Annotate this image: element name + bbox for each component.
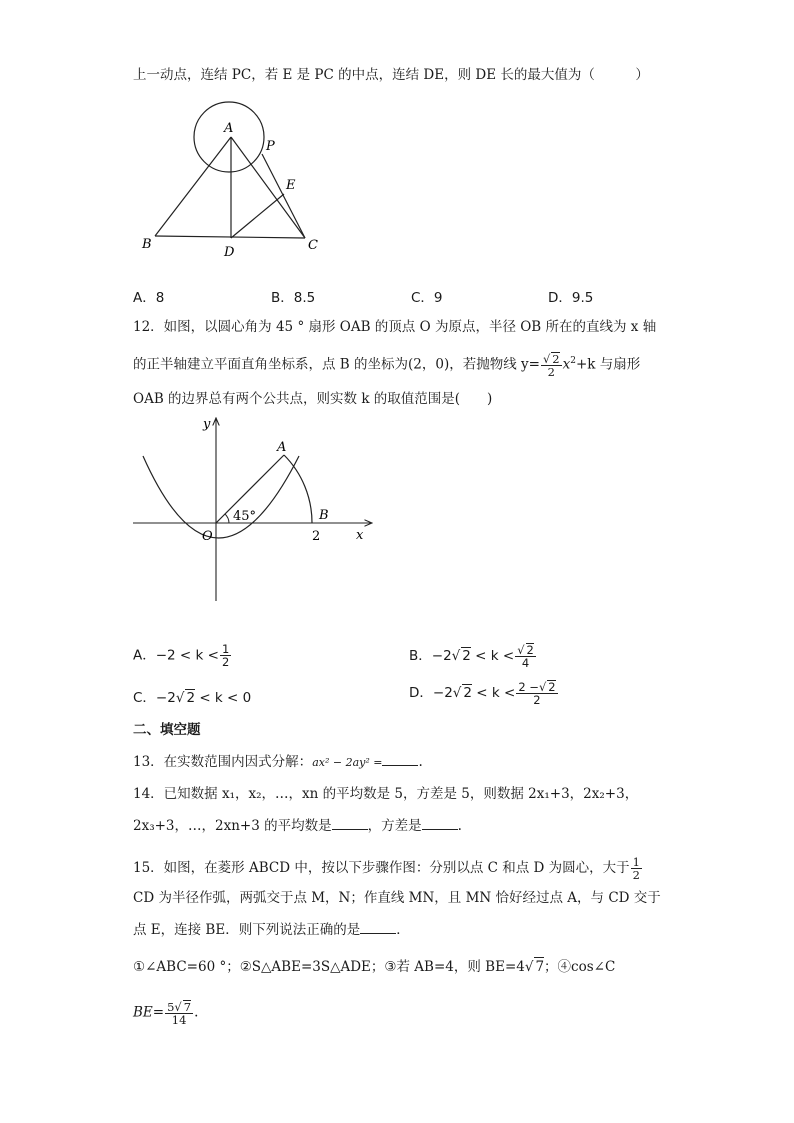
label-angle: 45° [233,509,257,524]
q12-line1: 12．如图，以圆心角为 45 ° 扇形 OAB 的顶点 O 为原点，半径 OB 所在的直线为 x 轴 [133,319,657,335]
q15-text: 15．如图，在菱形 ABCD 中，按以下步骤作图：分别以点 C 和点 D 为圆心，大于 [133,860,630,876]
section-title: 二、填空题 [133,722,201,738]
q15-line1 [133,856,643,881]
q14-text-mid: ，方差是 [367,818,422,834]
answer-blank-variance [422,817,458,830]
fraction-num-pre: 5 [167,1000,175,1014]
label-P: P [266,139,275,154]
label-x: x [356,528,364,543]
q14-end: . [457,818,462,834]
option-suffix: < k < 0 [195,690,252,706]
option-mid: < k < [472,685,516,701]
label-A: A [224,121,234,136]
q12-line3: OAB 的边界总有两个公共点，则实数 k 的取值范围是( ) [133,391,493,407]
sqrt-sign: √ [174,1000,182,1014]
q12-fraction [541,352,562,378]
q15-line3 [133,921,410,939]
q12-line2 [133,352,640,378]
q14-line2 [133,817,462,835]
sqrt-value: 2 [548,680,556,694]
option-text: D．−2 [409,685,453,701]
statements-text: ①∠ABC=60 °；②S△ABE=3S△ADE；③若 AB=4，则 BE=4 [133,959,525,975]
fraction-num-pre: 2 − [518,680,539,694]
q15-line5 [133,1000,198,1026]
fraction-den: 4 [521,656,530,670]
q13 [133,753,423,772]
label-B: B [142,237,152,252]
option-text: A．−2 < k < [133,647,219,664]
q12-figure [130,412,375,604]
q15-text: 点 E，连接 BE．则下列说法正确的是 [133,922,361,938]
sqrt-value: 2 [462,648,471,664]
q13-text: 13．在实数范围内因式分解： [133,754,313,770]
label-A: A [277,440,287,455]
sqrt-sign: √ [452,685,462,701]
fraction-num: 1 [632,855,640,869]
sqrt-sign: √ [538,680,547,694]
fraction-num: 1 [221,642,230,656]
q15-end: ． [396,922,410,938]
angle-arc [225,514,229,523]
q11-figure [135,100,335,265]
sqrt-value: 2 [463,685,472,701]
q12-line2-end: +k 与扇形 [575,356,641,373]
label-D: D [224,245,235,260]
fraction-den: 2 [547,365,555,379]
answer-blank [382,753,418,766]
label-y: y [203,417,211,432]
sqrt-value: 7 [183,1000,192,1014]
q15-line2: CD 为半径作弧，两弧交于点 M，N；作直线 MN，且 MN 恰好经过点 A，与 CD 交于 [133,890,661,906]
be-label: BE= [133,1004,165,1021]
q14-line1: 14．已知数据 x₁，x₂，…，xn 的平均数是 5，方差是 5，则数据 2x₁+3，2x₂+3， [133,786,639,802]
sqrt-sign: √ [175,690,185,706]
q12-line2-text: 的正半轴建立平面直角坐标系，点 B 的坐标为(2，0)，若抛物线 y= [133,356,540,373]
option-text: C．−2 [133,690,176,706]
sqrt-value: 2 [526,643,534,657]
exponent: 2 [570,356,576,366]
option-mid: < k < [470,648,515,664]
q11-option-b: B．8.5 [271,290,316,306]
q11-stem: 上一动点，连结 PC，若 E 是 PC 的中点，连结 DE，则 DE 长的最大值为（ ） [133,67,649,83]
label-E: E [286,178,296,193]
answer-blank [360,921,396,934]
fraction-den: 2 [221,655,230,669]
q11-option-a: A．8 [133,290,165,306]
q12-option-b [409,643,537,669]
parabola [143,456,299,538]
q11-option-d: D．9.5 [548,290,594,306]
q13-end: . [418,754,423,770]
statements-end: ；④cos∠C [544,959,616,975]
q12-option-d [409,680,559,706]
var-x: x [562,356,571,373]
q15-statements [133,957,615,976]
label-B: B [319,508,329,523]
segment-BC [155,236,305,238]
line-end: . [194,1004,199,1021]
segment-AB [155,137,231,236]
circle-A [194,102,264,172]
sqrt-value: 2 [552,352,560,366]
q11-option-c: C．9 [411,290,443,306]
label-C: C [308,238,318,253]
sqrt-value: 7 [535,959,545,975]
segment-PC [262,154,305,238]
fraction-den: 2 [632,868,640,882]
q12-option-c [133,686,251,706]
segment-DE [231,194,284,238]
arc-AB [284,455,312,523]
label-O: O [202,529,213,544]
fraction-den: 14 [171,1013,187,1027]
fraction-den: 2 [533,693,541,707]
sqrt-sign: √ [517,643,525,657]
label-2: 2 [312,529,321,544]
q12-option-a [133,643,232,668]
answer-blank-mean [332,817,368,830]
sqrt-sign: √ [524,959,534,975]
sqrt-sign: √ [451,648,461,664]
sqrt-sign: √ [542,352,551,366]
option-text: B．−2 [409,648,452,664]
sqrt-value: 2 [186,690,196,706]
q13-expression: ax² − 2ay² = [312,756,383,769]
q14-text: 2x₃+3，…，2xn+3 的平均数是 [133,818,332,834]
